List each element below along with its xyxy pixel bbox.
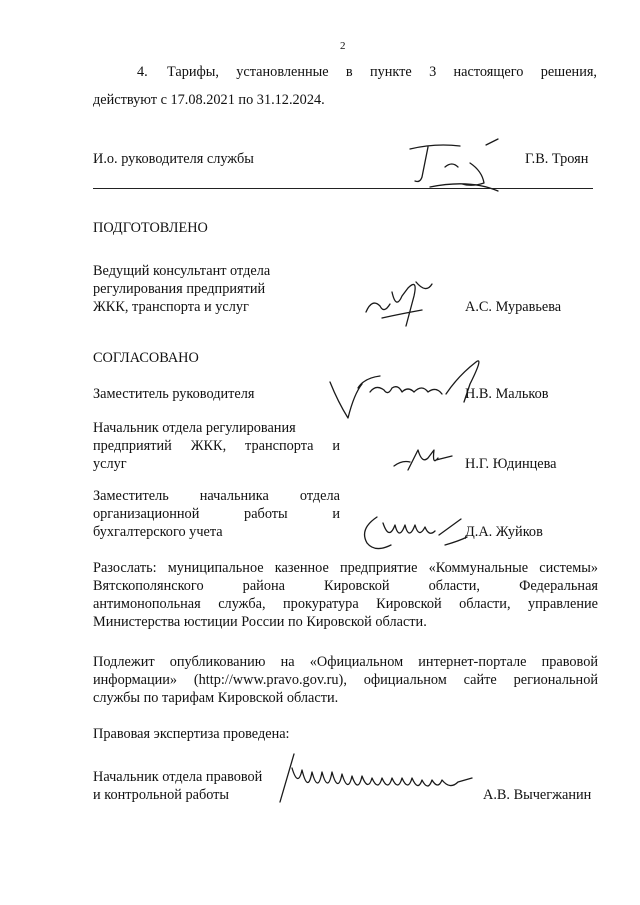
prepared-name: А.С. Муравьева	[465, 299, 562, 315]
prepared-position-line-3: ЖКК, транспорта и услуг	[93, 299, 249, 315]
page-number: 2	[340, 40, 346, 52]
distribution-line-3: антимонопольная служба, прокуратура Кировской области, управление	[93, 596, 598, 612]
publication-line-3: службы по тарифам Кировской области.	[93, 690, 339, 706]
legal-position-line-1: Начальник отдела правовой	[93, 769, 263, 785]
publication-line-2: информации» (http://www.pravo.gov.ru), официальном сайте региональной	[93, 672, 598, 688]
distribution-line-4: Министерства юстиции России по Кировской области.	[93, 614, 427, 630]
prepared-heading: ПОДГОТОВЛЕНО	[93, 220, 208, 236]
signer-3-signature	[355, 505, 475, 557]
legal-signature	[272, 748, 477, 810]
prepared-signature	[360, 270, 440, 332]
signer-1-position: Заместитель руководителя	[93, 386, 255, 402]
distribution-line-1: Разослать: муниципальное казенное предприятие «Коммунальные системы»	[93, 560, 598, 576]
signer-3-name: Д.А. Жуйков	[465, 524, 543, 540]
signer-2-position-line-1: Начальник отдела регулирования	[93, 420, 296, 436]
legal-review-text: Правовая экспертиза проведена:	[93, 726, 290, 742]
head-name: Г.В. Троян	[525, 151, 589, 167]
legal-position-line-2: и контрольной работы	[93, 787, 230, 803]
prepared-position-line-1: Ведущий консультант отдела	[93, 263, 271, 279]
legal-name: А.В. Вычегжанин	[483, 787, 592, 803]
distribution-line-2: Вятскополянского района Кировской области, Федеральная	[93, 578, 598, 594]
signer-3-position-line-1: Заместитель начальника отдела	[93, 488, 340, 504]
prepared-position-line-2: регулирования предприятий	[93, 281, 266, 297]
signer-2-signature	[392, 444, 456, 476]
signer-3-position-line-3: бухгалтерского учета	[93, 524, 223, 540]
signer-1-name: Н.В. Мальков	[465, 386, 549, 402]
signer-2-position-line-3: услуг	[93, 456, 127, 472]
clause-text-line-2: действуют с 17.08.2021 по 31.12.2024.	[93, 92, 325, 108]
signer-3-position-line-2: организационной работы и	[93, 506, 340, 522]
clause-number: 4.	[137, 64, 148, 80]
agreed-heading: СОГЛАСОВАНО	[93, 350, 199, 366]
clause-text-line-1: Тарифы, установленные в пункте 3 настоящего решения,	[167, 64, 597, 80]
head-signature	[400, 137, 500, 199]
head-position: И.о. руководителя службы	[93, 151, 254, 167]
signer-2-position-line-2: предприятий ЖКК, транспорта и	[93, 438, 340, 454]
publication-line-1: Подлежит опубликованию на «Официальном интернет-портале правовой	[93, 654, 598, 670]
signer-2-name: Н.Г. Юдинцева	[465, 456, 557, 472]
signer-1-signature	[318, 354, 488, 424]
separator-line	[93, 188, 593, 189]
